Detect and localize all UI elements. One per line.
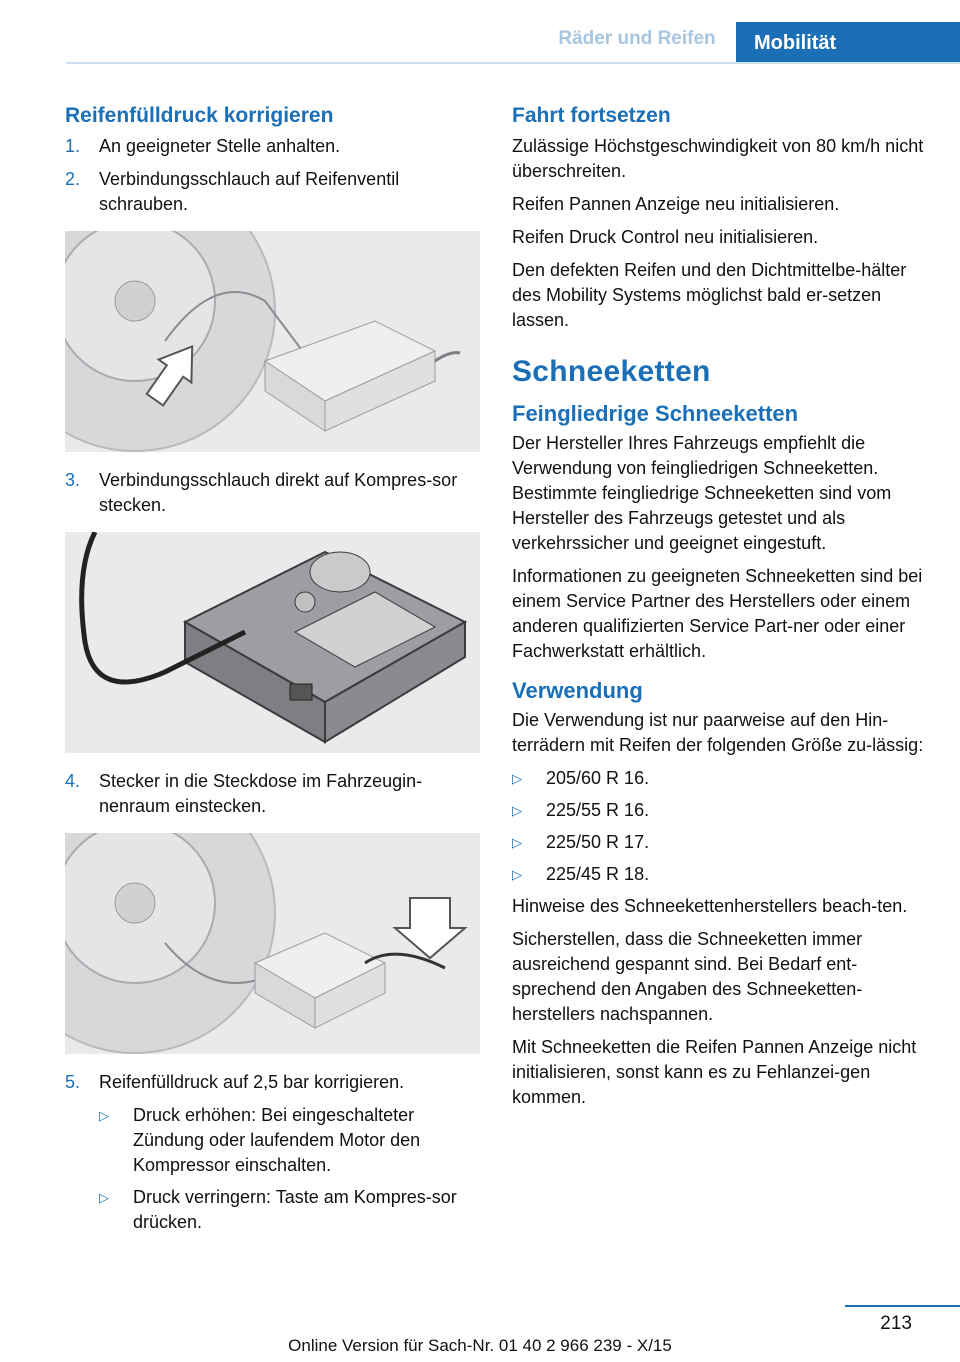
triangle-bullet-icon: ▷ xyxy=(99,1190,109,1205)
paragraph: Zulässige Höchstgeschwindigkeit von 80 km/h nicht überschreiten. xyxy=(512,136,924,181)
step-item xyxy=(65,1070,480,1095)
tire-size-item xyxy=(512,766,930,791)
tire-size-item xyxy=(512,862,930,887)
substep-item xyxy=(99,1103,480,1178)
tire-size-text: 225/45 R 18. xyxy=(546,864,650,884)
paragraph: Informationen zu geeigneten Schneeketten sind bei einem Service Partner des Herstellers oder einem anderen qualifizierten Service Part-ner oder einer Fachwerkstatt erhältlich. xyxy=(512,566,923,661)
footer-divider xyxy=(845,1305,960,1307)
section-heading-fine-chains: Feingliedrige Schneeketten xyxy=(512,401,799,426)
tire-size-text: 205/60 R 16. xyxy=(546,768,650,788)
footer-version-text: Online Version für Sach-Nr. 01 40 2 966 239 - X/15 xyxy=(288,1336,672,1355)
step-number: 2. xyxy=(65,169,81,189)
step-number: 4. xyxy=(65,771,81,791)
step-item xyxy=(65,134,480,159)
step-text: Verbindungsschlauch auf Reifenventil schrauben. xyxy=(99,169,400,214)
paragraph: Die Verwendung ist nur paarweise auf den Hin-terrädern mit Reifen der folgenden Größe zu-lässig: xyxy=(512,710,924,755)
chapter-title-chains: Schneeketten xyxy=(512,355,711,388)
tire-size-text: 225/55 R 16. xyxy=(546,800,650,820)
step-text: Stecker in die Steckdose im Fahrzeugin-nenraum einstecken. xyxy=(99,771,423,816)
triangle-bullet-icon: ▷ xyxy=(512,835,522,850)
figure-plug-in-socket xyxy=(65,833,480,1054)
figure-hose-on-valve-drawing xyxy=(65,231,480,452)
paragraph: Der Hersteller Ihres Fahrzeugs empfiehlt die Verwendung von feingliedrigen Schneeketten. Bestimmte feingliedrige Schneeketten sind vom Hersteller des Fahrzeugs getestet und als verkehrssicher und geeignet eingestuft. xyxy=(512,433,892,553)
paragraph: Mit Schneeketten die Reifen Pannen Anzeige nicht initialisieren, sonst kann es zu Fehlanzei-gen kommen. xyxy=(512,1037,917,1107)
header-divider xyxy=(66,62,960,64)
figure-hose-on-compressor-drawing xyxy=(65,532,480,753)
paragraph: Hinweise des Schneekettenherstellers beach-ten. xyxy=(512,896,908,916)
triangle-bullet-icon: ▷ xyxy=(512,803,522,818)
left-column xyxy=(65,104,480,1242)
step-number: 3. xyxy=(65,470,81,490)
step-text: An geeigneter Stelle anhalten. xyxy=(99,136,341,156)
page-number: 213 xyxy=(880,1313,912,1334)
right-column xyxy=(512,104,930,1118)
step-item xyxy=(65,769,480,819)
paragraph: Reifen Druck Control neu initialisieren. xyxy=(512,227,819,247)
paragraph: Den defekten Reifen und den Dichtmittelbe-hälter des Mobility Systems möglichst bald er-setzen lassen. xyxy=(512,260,907,330)
section-heading-continue: Fahrt fortsetzen xyxy=(512,104,671,127)
tire-size-text: 225/50 R 17. xyxy=(546,832,650,852)
tire-size-item xyxy=(512,798,930,823)
paragraph: Sicherstellen, dass die Schneeketten immer ausreichend gespannt sind. Bei Bedarf ent-sprechend den Angaben des Schneeketten-herstellers nachspannen. xyxy=(512,929,863,1024)
tire-size-item xyxy=(512,830,930,855)
substep-text: Druck erhöhen: Bei eingeschalteter Zündung oder laufendem Motor den Kompressor einschalten. xyxy=(133,1105,421,1175)
figure-hose-on-compressor xyxy=(65,532,480,753)
step-number: 1. xyxy=(65,136,81,156)
step-item xyxy=(65,468,480,518)
step-text: Reifenfülldruck auf 2,5 bar korrigieren. xyxy=(99,1072,405,1092)
triangle-bullet-icon: ▷ xyxy=(512,771,522,786)
figure-plug-in-socket-drawing xyxy=(65,833,480,1054)
section-heading-usage: Verwendung xyxy=(512,678,643,703)
substep-item xyxy=(99,1185,480,1235)
triangle-bullet-icon: ▷ xyxy=(99,1108,109,1123)
paragraph: Reifen Pannen Anzeige neu initialisieren. xyxy=(512,194,840,214)
figure-hose-on-valve xyxy=(65,231,480,452)
step-text: Verbindungsschlauch direkt auf Kompres-sor stecken. xyxy=(99,470,458,515)
section-heading-pressure: Reifenfülldruck korrigieren xyxy=(65,104,334,127)
step-number: 5. xyxy=(65,1072,81,1092)
triangle-bullet-icon: ▷ xyxy=(512,867,522,882)
step-item xyxy=(65,167,480,217)
header-section-title: Räder und Reifen xyxy=(558,28,716,49)
substep-text: Druck verringern: Taste am Kompres-sor drücken. xyxy=(133,1187,457,1232)
header-chapter-tab xyxy=(736,22,960,64)
header-chapter-label: Mobilität xyxy=(754,32,837,54)
